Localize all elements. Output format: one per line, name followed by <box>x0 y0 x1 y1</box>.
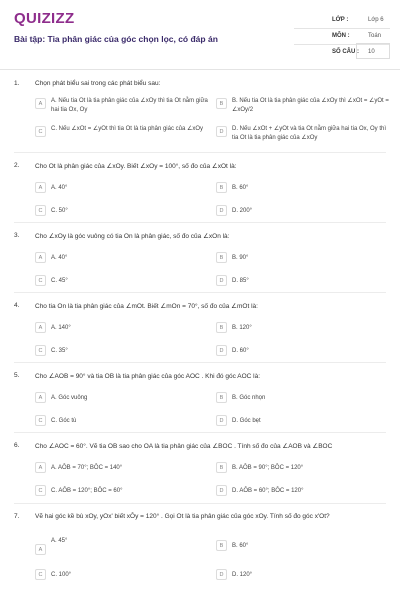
option-text: D. Nếu ∠xOt + ∠yOt và tia Ot nằm giữa hai tia Ox, Oy thì tia Ot là tia phân giác của ∠xOy <box>232 126 386 141</box>
option-text: A. 140° <box>51 325 71 331</box>
question-text: Cho tia On là tia phân giác của ∠mOt. Biết ∠mOn = 70°, số đo của ∠mOt là: <box>35 303 258 310</box>
question-number: 1. <box>14 80 20 87</box>
question-number: 6. <box>14 442 20 449</box>
option-letter: D <box>216 415 227 426</box>
option-text: A. 40° <box>51 255 68 261</box>
option-letter: A <box>35 322 46 333</box>
option-text: D. AÔB = 60°; BÔC = 120° <box>232 488 304 494</box>
option-letter: C <box>35 569 46 580</box>
meta-row-count <box>294 45 390 61</box>
option-text: B. 60° <box>232 185 249 191</box>
meta-value-grade: Lớp 6 <box>368 17 384 23</box>
meta-value-subject: Toán <box>368 33 382 39</box>
option-letter: B <box>216 462 227 473</box>
page-title: Bài tập: Tia phân giác của góc chọn lọc, có đáp án <box>14 34 218 44</box>
option-letter: A <box>35 544 46 555</box>
question-number: 5. <box>14 372 20 379</box>
option-letter: B <box>216 182 227 193</box>
option-letter: B <box>216 98 227 109</box>
divider <box>14 222 386 223</box>
option-letter: C <box>35 485 46 496</box>
page-header <box>0 0 400 70</box>
option-letter: D <box>216 205 227 216</box>
question-number: 4. <box>14 302 20 309</box>
option-text: D. Góc bẹt <box>232 418 261 424</box>
option-text: A. 45° <box>51 538 68 544</box>
option-letter: A <box>35 462 46 473</box>
question-number: 7. <box>14 513 20 520</box>
divider <box>14 503 386 504</box>
meta-table <box>294 13 390 61</box>
option-letter: B <box>216 322 227 333</box>
option-letter: A <box>35 392 46 403</box>
meta-key-grade: LỚP : <box>332 17 349 23</box>
divider <box>14 362 386 363</box>
option-text: B. Nếu tia Ot là tia phân giác của ∠xOy thì ∠xOt = ∠yOt = ∠xOy/2 <box>232 98 389 113</box>
meta-key-subject: MÔN : <box>332 33 350 39</box>
question-text: Cho ∠AOB = 90° và tia OB là tia phân giác của góc AOC . Khi đó góc AOC là: <box>35 373 261 380</box>
option-text: A. 40° <box>51 185 68 191</box>
option-text: A. Nếu tia Ot là tia phân giác của ∠xOy thì tia Ot nằm giữa hai tia Ox, Oy <box>51 98 208 113</box>
option-letter: A <box>35 252 46 263</box>
question-text: Chọn phát biểu sai trong các phát biểu sau: <box>35 80 161 87</box>
option-text: B. 60° <box>232 543 249 549</box>
option-text: D. 120° <box>232 572 253 578</box>
divider <box>14 152 386 153</box>
option-text: B. Góc nhọn <box>232 395 266 401</box>
option-text: C. 35° <box>51 348 68 354</box>
option-text: D. 85° <box>232 278 249 284</box>
option-text: B. 90° <box>232 255 249 261</box>
option-letter: C <box>35 205 46 216</box>
divider <box>14 292 386 293</box>
option-text: C. 50° <box>51 208 68 214</box>
option-letter: C <box>35 275 46 286</box>
meta-row-grade <box>294 13 390 29</box>
option-text: B. AÔB = 90°; BÔC = 120° <box>232 465 304 471</box>
question-text: Cho ∠xOy là góc vuông có tia On là phân giác, số đo của ∠xOn là: <box>35 233 230 240</box>
option-letter: C <box>35 126 46 137</box>
question-text: Cho Ot là phân giác của ∠xOy. Biết ∠xOy = 100°, số đo của ∠xOt là: <box>35 163 237 170</box>
divider <box>14 432 386 433</box>
option-letter: A <box>35 182 46 193</box>
option-letter: C <box>35 345 46 356</box>
meta-key-count: SỐ CÂU : <box>332 49 359 55</box>
option-text: A. AÔB = 70°; BÔC = 140° <box>51 465 123 471</box>
option-letter: B <box>216 540 227 551</box>
option-letter: D <box>216 126 227 137</box>
option-letter: A <box>35 98 46 109</box>
option-text: D. 200° <box>232 208 253 214</box>
question-text: Vẽ hai góc kề bù xOy, yOx' biết xÔy = 120° . Gọi Ot là tia phân giác của góc xOy. Tính số đo góc x'Ot? <box>35 513 330 520</box>
option-text: C. Góc tù <box>51 418 77 424</box>
option-text: C. 100° <box>51 572 72 578</box>
option-text: A. Góc vuông <box>51 395 88 401</box>
option-letter: D <box>216 275 227 286</box>
option-text: D. 60° <box>232 348 249 354</box>
question-number: 2. <box>14 162 20 169</box>
quizizz-logo: QUIZIZZ <box>14 10 75 27</box>
option-letter: C <box>35 415 46 426</box>
option-letter: B <box>216 252 227 263</box>
meta-value-count: 10 <box>368 49 375 55</box>
option-letter: D <box>216 569 227 580</box>
question-number: 3. <box>14 232 20 239</box>
option-text: C. 45° <box>51 278 68 284</box>
question-text: Cho ∠AOC = 60°. Vẽ tia OB sao cho OA là tia phân giác của ∠BOC . Tính số đo của ∠AOB và ∠BOC <box>35 443 333 450</box>
option-text: C. Nếu ∠xOt = ∠yOt thì tia Ot là tia phân giác của ∠xOy <box>51 126 204 132</box>
option-letter: B <box>216 392 227 403</box>
option-letter: D <box>216 485 227 496</box>
option-text: C. AÔB = 120°; BÔC = 60° <box>51 488 123 494</box>
option-text: B. 120° <box>232 325 252 331</box>
option-letter: D <box>216 345 227 356</box>
